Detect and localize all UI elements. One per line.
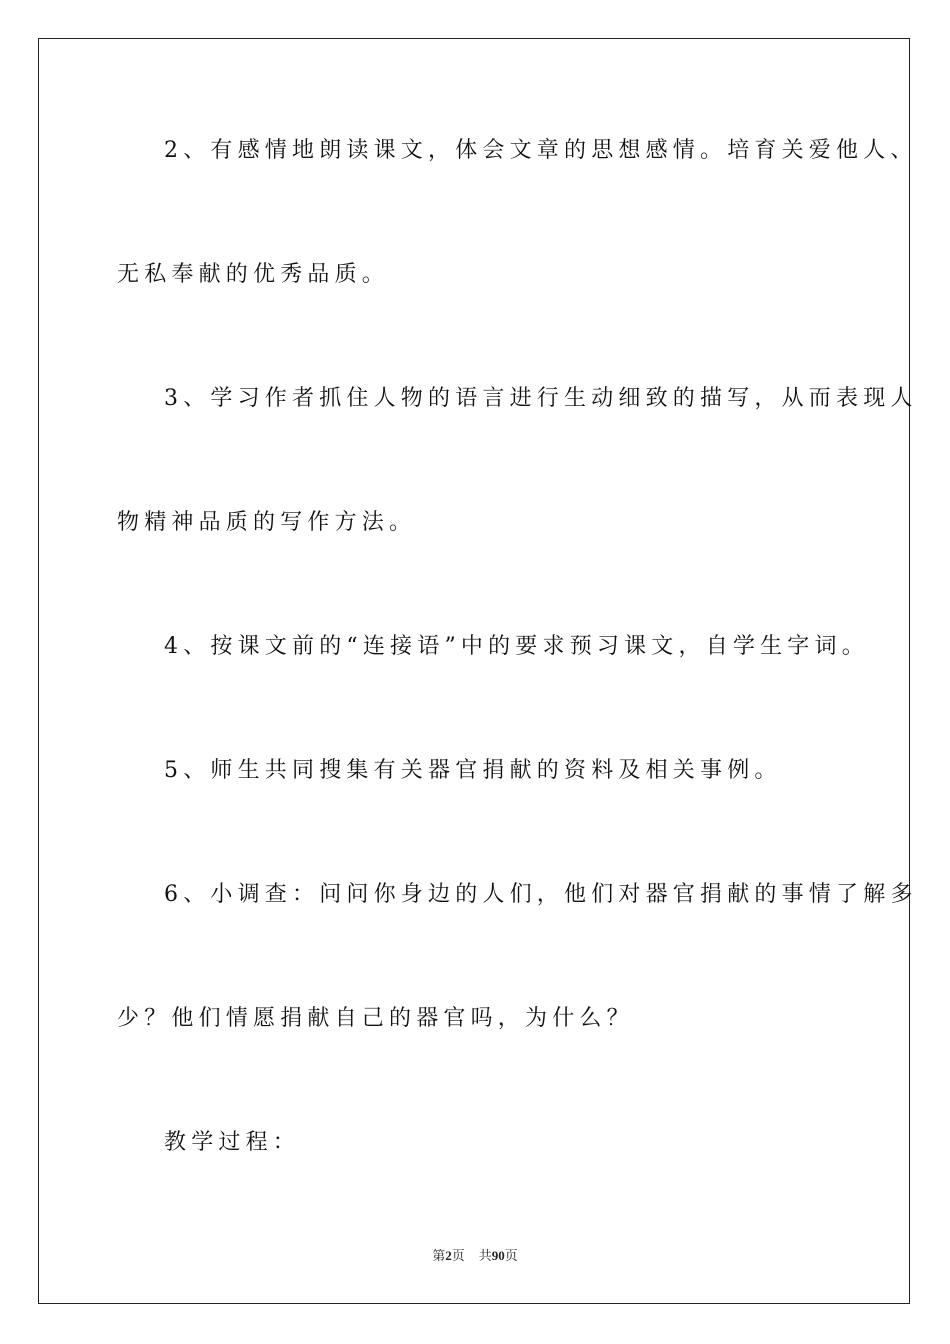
total-unit: 页	[504, 1249, 518, 1264]
section-heading-teaching-process: 教学过程：	[164, 1130, 301, 1155]
paragraph-line-goal-3-cont: 物精神品质的写作方法。	[117, 510, 417, 535]
page-current: 2	[445, 1248, 452, 1263]
paragraph-line-goal-5: 5、师生共同搜集有关器官捐献的资料及相关事例。	[164, 758, 782, 783]
page-prefix: 第	[432, 1249, 446, 1264]
paragraph-line-goal-6: 6、小调查：问问你身边的人们，他们对器官捐献的事情了解多	[164, 882, 918, 907]
paragraph-line-goal-3: 3、学习作者抓住人物的语言进行生动细致的描写，从而表现人	[164, 386, 918, 411]
paragraph-line-goal-6-cont: 少？他们情愿捐献自己的器官吗，为什么？	[117, 1006, 634, 1031]
paragraph-line-goal-2: 2、有感情地朗读课文，体会文章的思想感情。培育关爱他人、	[164, 138, 918, 163]
page-footer	[0, 1247, 950, 1266]
paragraph-line-goal-4: 4、按课文前的“连接语”中的要求预习课文，自学生字词。	[164, 634, 869, 659]
paragraph-line-goal-2-cont: 无私奉献的优秀品质。	[117, 262, 390, 287]
total-prefix: 共	[478, 1249, 492, 1264]
page-unit: 页	[451, 1249, 465, 1264]
page-total: 90	[491, 1248, 505, 1263]
page-frame	[38, 38, 910, 1304]
